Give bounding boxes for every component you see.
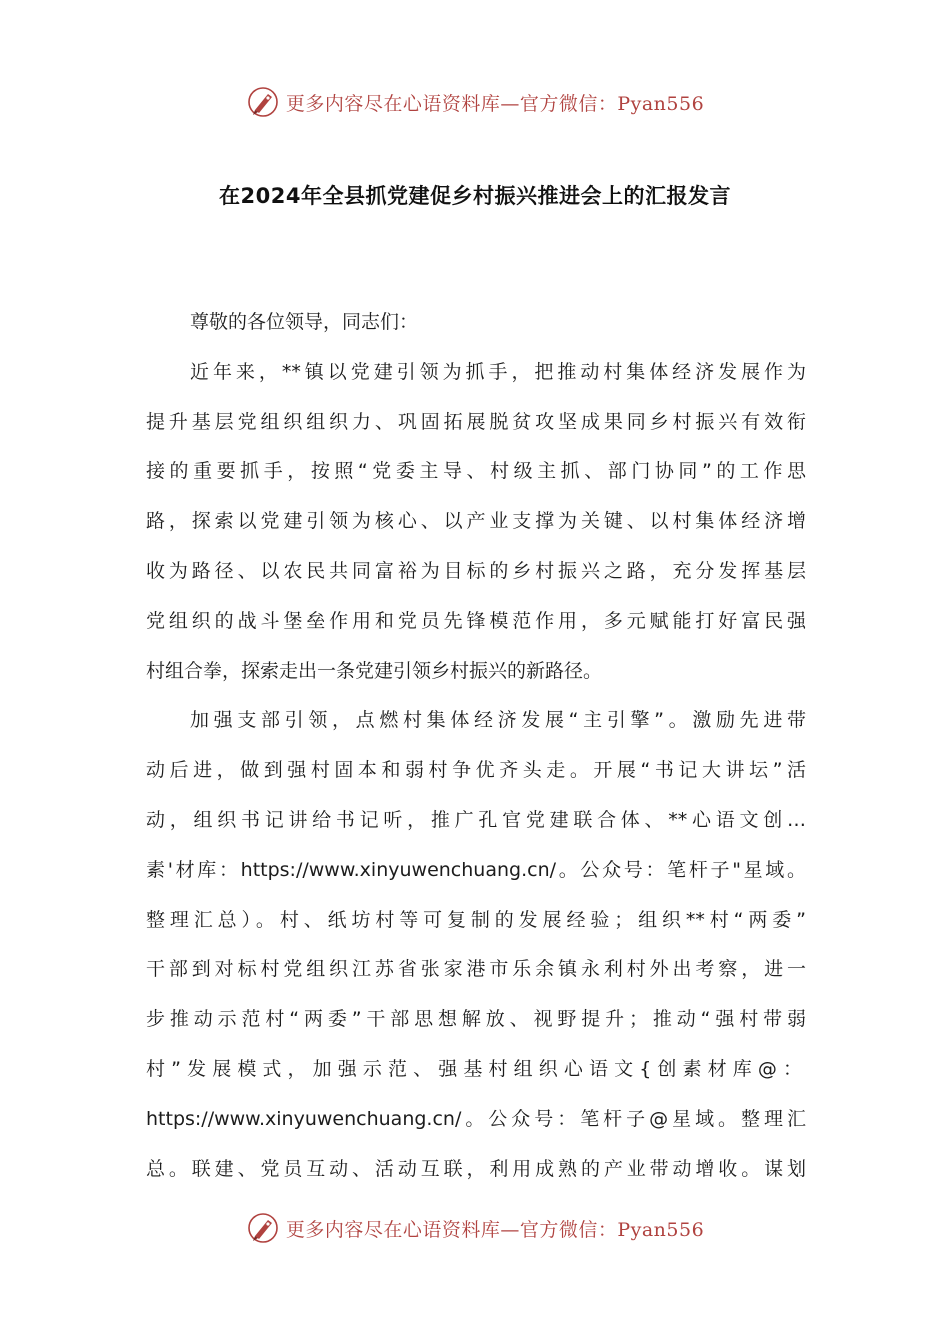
pen-nib-logo-icon (246, 1211, 280, 1245)
paragraph-line: 近年来，**镇以党建引领为抓手，把推动村集体经济发展作为 (190, 360, 806, 383)
paragraph-line: 干部到对标村党组织江苏省张家港市乐余镇永利村外出考察，进一 (146, 958, 806, 981)
banner-text: 更多内容尽在心语资料库—官方微信：Pyan556 (285, 1218, 705, 1241)
paragraph-line: 村”发展模式，加强示范、强基村组织心语文{创素材库@： (146, 1057, 806, 1080)
document-title: 在2024年全县抓党建促乡村振兴推进会上的汇报发言 (219, 184, 731, 208)
paragraph-line: 路，探索以党建引领为核心、以产业支撑为关键、以村集体经济增 (146, 510, 806, 533)
paragraph-line: 动，组织书记讲给书记听，推广孔官党建联合体、**心语文创… (146, 808, 806, 831)
banner-text: 更多内容尽在心语资料库—官方微信：Pyan556 (285, 92, 705, 115)
paragraph-line: 整理汇总）。村、纸坊村等可复制的发展经验；组织**村“两委” (146, 908, 806, 931)
paragraph-line: 加强支部引领，点燃村集体经济发展“主引擎”。激励先进带 (190, 709, 806, 732)
header-banner (0, 82, 950, 122)
paragraph-line: 总。联建、党员互动、活动互联，利用成熟的产业带动增收。谋划 (146, 1157, 806, 1180)
paragraph-line: 步推动示范村“两委”干部思想解放、视野提升；推动“强村带弱 (146, 1008, 806, 1031)
footer-banner (0, 1208, 950, 1248)
paragraph-line: 村组合拳，探索走出一条党建引领乡村振兴的新路径。 (146, 659, 603, 682)
paragraph-line: 素'材库：https://www.xinyuwenchuang.cn/。公众号：笔杆子"星域。 (146, 858, 806, 881)
pen-nib-logo-icon (246, 85, 280, 119)
paragraph-line: https://www.xinyuwenchuang.cn/。公众号：笔杆子@星域。整理汇 (146, 1107, 806, 1130)
document-body (146, 298, 806, 1194)
paragraph-line: 提升基层党组织组织力、巩固拓展脱贫攻坚成果同乡村振兴有效衔 (146, 410, 806, 433)
paragraph-line: 党组织的战斗堡垒作用和党员先锋模范作用，多元赋能打好富民强 (146, 609, 806, 632)
paragraph-line: 收为路径、以农民共同富裕为目标的乡村振兴之路，充分发挥基层 (146, 559, 806, 582)
paragraph-line: 动后进，做到强村固本和弱村争优齐头走。开展“书记大讲坛”活 (146, 759, 806, 782)
paragraph-line: 接的重要抓手，按照“党委主导、村级主抓、部门协同”的工作思 (146, 460, 806, 483)
salutation: 尊敬的各位领导，同志们： (190, 311, 419, 333)
